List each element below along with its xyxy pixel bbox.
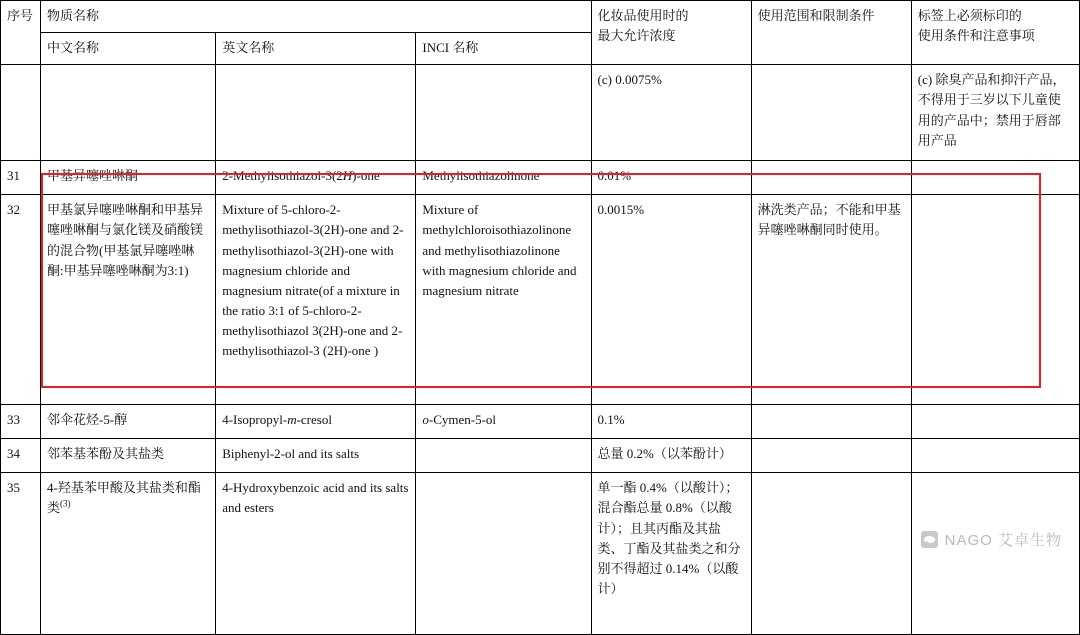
header-substance-name: 物质名称 [41,1,591,33]
cell-scope [751,65,911,161]
header-en-name: 英文名称 [216,33,416,65]
table-header-row-1 [1,1,1080,33]
cell-max-concentration: 0.1% [591,405,751,439]
cell-cn-name-footnote: (3) [60,499,71,510]
cell-no: 32 [1,195,41,405]
cell-en-name: 4-Hydroxybenzoic acid and its salts and esters [216,473,416,635]
cell-en-name: 4-Isopropyl-m-cresol [216,405,416,439]
cell-cn-name: 甲基异噻唑啉酮 [41,161,216,195]
cell-max-concentration: 总量 0.2%（以苯酚计） [591,439,751,473]
cell-cn-name [41,65,216,161]
cell-inci-name: o-Cymen-5-ol [416,405,591,439]
cell-label-conditions [911,405,1079,439]
header-inci-name: INCI 名称 [416,33,591,65]
cell-cn-name: 邻伞花烃-5-醇 [41,405,216,439]
table-row [1,65,1080,161]
cell-no: 34 [1,439,41,473]
cell-inci-name: Methylisothiazolinone [416,161,591,195]
cell-inci-name [416,439,591,473]
cell-en-name: Biphenyl-2-ol and its salts [216,439,416,473]
cell-cn-name: 4-羟基苯甲酸及其盐类和酯类$^{(3)}$ [41,473,216,635]
table-row [1,161,1080,195]
cell-label-conditions [911,161,1079,195]
watermark-text: NAGO 艾卓生物 [944,532,1062,549]
cell-label-conditions [911,439,1079,473]
table-row [1,405,1080,439]
header-max-concentration-line1: 化妆品使用时的 [597,8,689,23]
cell-cn-name: 甲基氯异噻唑啉酮和甲基异噻唑啉酮与氯化镁及硝酸镁的混合物(甲基氯异噻唑啉酮:甲基异噻唑啉酮为3:1) [41,195,216,405]
cell-scope [751,439,911,473]
leaf-logo-icon [921,531,938,548]
cell-cn-name: 邻苯基苯酚及其盐类 [41,439,216,473]
cell-no [1,65,41,161]
cell-en-name: 2-Methylisothiazol-3(2H)-one [216,161,416,195]
cell-en-name [216,65,416,161]
cell-max-concentration: 0.0015% [591,195,751,405]
cell-no: 35 [1,473,41,635]
header-label-conditions [911,1,1079,65]
cell-no: 31 [1,161,41,195]
cell-max-concentration: 0.01% [591,161,751,195]
cell-inci-name [416,65,591,161]
cell-max-concentration: 单一酯 0.4%（以酸计）；混合酯总量 0.8%（以酸计）；且其丙酯及其盐类、丁酯及其盐类之和分别不得超过 0.14%（以酸计） [591,473,751,635]
cell-scope [751,161,911,195]
header-max-concentration-line2: 最大允许浓度 [597,28,676,44]
cell-inci-name [416,473,591,635]
table-row [1,439,1080,473]
cell-label-conditions: (c) 除臭产品和抑汗产品，不得用于三岁以下儿童使用的产品中；禁用于唇部用产品 [911,65,1079,161]
header-label-conditions-line1: 标签上必须标印的 [917,8,1022,23]
cell-max-concentration: (c) 0.0075% [591,65,751,161]
header-cn-name: 中文名称 [41,33,216,65]
header-max-concentration [591,1,751,65]
cell-inci-name: Mixture of methylchloroisothiazolinone and methylisothiazolinone with magnesium chloride and magnesium nitrate [416,195,591,405]
header-scope: 使用范围和限制条件 [751,1,911,65]
cell-scope [751,473,911,635]
header-label-conditions-line2: 使用条件和注意事项 [917,28,1035,44]
cell-scope: 淋洗类产品；不能和甲基异噻唑啉酮同时使用。 [751,195,911,405]
table-row [1,473,1080,635]
cell-scope [751,405,911,439]
table-row-highlighted [1,195,1080,405]
cell-label-conditions [911,195,1079,405]
cell-en-name: Mixture of 5-chloro-2-methylisothiazol-3(2H)-one and 2-methylisothiazol-3(2H)-one with magnesium chloride and magnesium nitrate(of a mixture in the ratio 3:1 of 5-chloro-2-methylisothiazol 3(2H)-one and 2-methylisothiazol-3 (2H)-one ) [216,195,416,405]
watermark [921,529,1062,550]
cell-no: 33 [1,405,41,439]
header-no: 序号 [1,1,41,65]
cell-label-conditions [911,473,1079,635]
